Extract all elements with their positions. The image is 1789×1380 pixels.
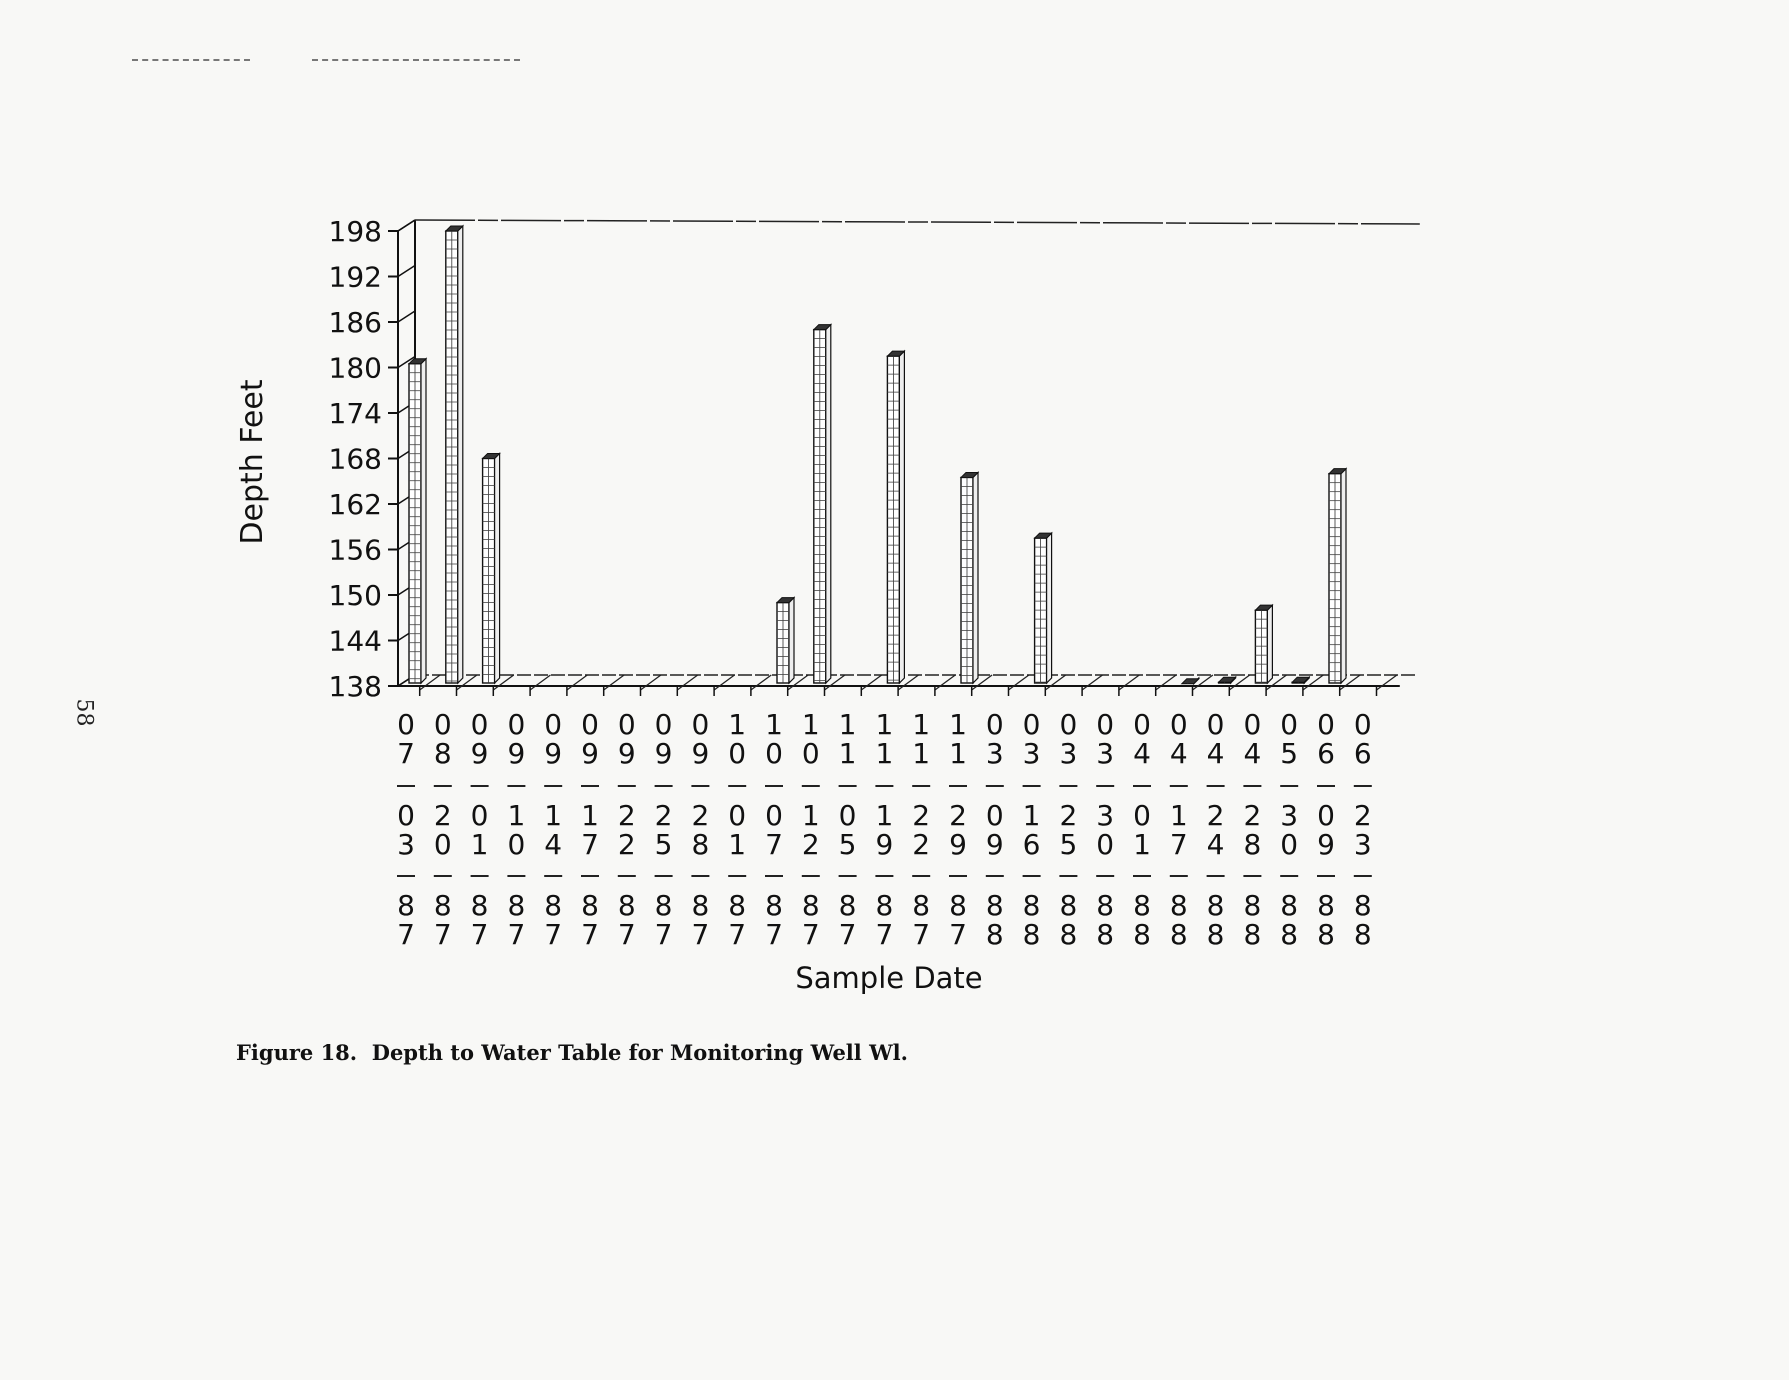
bar [961,472,978,683]
date-digit: 6 [1353,737,1372,770]
bars [409,226,1397,696]
date-digit: 8 [1169,889,1188,922]
x-tick-label [1317,708,1335,951]
date-digit: 9 [544,737,563,770]
date-digit: 2 [912,828,931,861]
date-digit: 2 [801,828,820,861]
y-tick-label: 186 [328,306,382,339]
bar-top [1292,677,1309,682]
x-tick-label [986,708,1004,951]
date-digit: 0 [617,708,636,741]
y-tick-label: 168 [328,442,382,476]
date-digit: 8 [1243,918,1262,951]
date-digit: 7 [397,918,415,951]
y-tick-depth-198 [398,220,415,231]
date-digit: 2 [949,799,967,832]
date-digit: 2 [433,799,452,832]
date-digit: 5 [838,828,857,861]
bar-side [495,454,500,684]
date-digit: 0 [1059,708,1078,741]
date-digit: 0 [985,799,1004,832]
date-digit: 7 [765,828,783,861]
date-digit: 0 [654,708,673,741]
x-tick-label [397,708,415,951]
date-digit: 8 [507,889,526,922]
x-tick-label [1133,708,1151,951]
y-axis-ticks [329,215,415,703]
date-digit: 2 [691,799,710,832]
date-digit: 9 [691,737,710,770]
date-digit: 1 [801,799,820,832]
date-digit: 3 [1353,828,1372,861]
x-tick-label [1354,708,1372,951]
date-digit: 8 [1280,889,1299,922]
floor-tick [861,675,881,690]
date-digit: 3 [1280,799,1299,832]
bar-top [1219,677,1236,682]
x-tick-label [1023,708,1041,951]
x-tick-label [1059,708,1077,951]
date-digit: 2 [912,799,931,832]
date-digit: 0 [1169,708,1188,741]
floor-tick [751,675,771,690]
floor-tick [1156,675,1176,690]
date-digit: 2 [654,799,673,832]
date-digit: 0 [433,708,452,741]
y-axis-title: Depth Feet [235,379,270,545]
date-digit: 0 [1317,799,1335,832]
date-digit: 7 [433,918,452,951]
date-digit: 2 [1243,799,1262,832]
date-digit: 1 [912,708,931,741]
date-digit: 3 [1096,799,1115,832]
date-digit: 0 [581,708,599,741]
x-tick-label [581,708,599,951]
bar-side [789,598,794,683]
date-digit: 7 [507,918,526,951]
floor-tick [1009,675,1029,690]
date-digit: 8 [1022,918,1041,951]
date-digit: 9 [985,828,1004,861]
date-digit: 0 [801,737,820,770]
date-digit: 2 [1353,799,1372,832]
bar-side [1341,469,1346,683]
date-digit: 8 [1059,889,1078,922]
x-tick-label [618,708,636,951]
date-digit: 0 [544,708,563,741]
date-digit: 5 [1059,828,1078,861]
bar [409,359,426,683]
bar [887,351,904,683]
date-digit: 0 [1096,828,1115,861]
x-tick-label [875,708,893,951]
date-digit: 1 [949,708,967,741]
date-digit: 0 [838,799,857,832]
date-digit: 8 [912,889,931,922]
y-tick-label: 180 [328,351,382,385]
date-digit: 7 [1169,828,1188,861]
floor-tick [567,675,587,690]
date-digit: 2 [617,828,636,861]
date-digit: 4 [1133,737,1151,770]
date-digit: 0 [1243,708,1262,741]
date-digit: 8 [1133,918,1151,951]
date-digit: 0 [397,799,415,832]
date-digit: 0 [1022,708,1041,741]
bar [483,454,500,684]
bar [1035,533,1052,683]
bar [1255,605,1272,683]
x-tick-label [507,708,525,951]
x-tick-label [471,708,489,951]
date-digit: 8 [691,889,710,922]
date-digit: 0 [1353,708,1372,741]
date-digit: 3 [397,828,415,861]
y-tick-label: 144 [328,624,382,658]
x-tick-label [1170,708,1188,951]
date-digit: 1 [507,799,526,832]
date-digit: 8 [1022,889,1041,922]
date-digit: 8 [728,889,747,922]
date-digit: 8 [1059,918,1078,951]
date-digit: 7 [765,918,783,951]
date-digit: 8 [801,889,820,922]
date-digit: 5 [654,828,673,861]
date-digit: 8 [654,889,673,922]
date-digit: 7 [581,918,599,951]
x-tick-label [1096,708,1114,951]
floor-tick [1377,675,1397,690]
date-digit: 3 [1022,737,1041,770]
y-tick-label: 156 [328,533,382,567]
caption-label: Figure 18. [236,1040,358,1065]
date-digit: 1 [728,708,747,741]
date-digit: 0 [728,737,747,770]
date-digit: 8 [1169,918,1188,951]
date-digit: 0 [1096,708,1115,741]
bar [814,325,831,683]
floor-tick [714,675,734,690]
x-tick-label [691,708,709,951]
date-digit: 0 [765,799,783,832]
date-digit: 1 [728,828,747,861]
date-digit: 8 [1206,918,1225,951]
date-digit: 8 [985,918,1004,951]
date-digit: 7 [949,918,967,951]
floor-tick [935,675,955,690]
date-digit: 7 [397,737,415,770]
date-digit: 8 [1317,918,1335,951]
date-digit: 1 [875,708,894,741]
y-tick-depth-192 [398,266,415,277]
bar-top [1182,679,1199,684]
date-digit: 0 [470,799,489,832]
bar [1292,677,1309,683]
floor-tick [1082,675,1102,690]
floor-tick [641,675,661,690]
date-digit: 0 [397,708,415,741]
date-digit: 8 [544,889,563,922]
x-tick-label [839,708,857,951]
date-digit: 8 [1243,889,1262,922]
date-digit: 8 [1280,918,1299,951]
date-digit: 9 [654,737,673,770]
y-tick-label: 192 [328,260,382,294]
date-digit: 4 [1169,737,1188,770]
y-tick-depth-186 [398,311,415,322]
date-digit: 6 [1317,737,1335,770]
date-digit: 1 [470,828,489,861]
date-digit: 3 [985,737,1004,770]
x-axis-labels [397,708,1372,951]
date-digit: 7 [544,918,563,951]
y-tick-label: 150 [328,579,382,612]
date-digit: 3 [1059,737,1078,770]
date-digit: 8 [1096,918,1115,951]
date-digit: 8 [1243,828,1262,861]
date-digit: 8 [433,889,452,922]
date-digit: 8 [949,889,967,922]
date-digit: 0 [1206,708,1225,741]
date-digit: 8 [397,889,415,922]
bar-side [421,359,426,683]
bar-side [1267,605,1272,683]
x-axis-title: Sample Date [795,961,983,995]
date-digit: 1 [912,737,931,770]
date-digit: 1 [875,737,894,770]
bar [1182,678,1199,684]
date-digit: 7 [875,918,894,951]
date-digit: 1 [581,799,599,832]
date-digit: 4 [1243,737,1262,770]
date-digit: 8 [433,737,452,770]
bar-side [1047,533,1052,683]
date-digit: 9 [949,828,967,861]
date-digit: 8 [470,889,489,922]
date-digit: 0 [765,737,783,770]
date-digit: 8 [691,828,710,861]
date-digit: 9 [875,828,894,861]
date-digit: 7 [691,918,710,951]
x-tick-label [1243,708,1261,951]
date-digit: 0 [433,828,452,861]
date-digit: 1 [875,799,894,832]
date-digit: 0 [1317,708,1335,741]
date-digit: 0 [1280,708,1299,741]
date-digit: 7 [654,918,673,951]
date-digit: 5 [1280,737,1299,770]
date-digit: 1 [1022,799,1041,832]
date-digit: 1 [765,708,783,741]
date-digit: 2 [617,799,636,832]
date-digit: 7 [912,918,931,951]
date-digit: 8 [1133,889,1151,922]
date-digit: 8 [1096,889,1115,922]
date-digit: 8 [581,889,599,922]
date-digit: 0 [507,828,526,861]
x-tick-label [949,708,967,951]
y-tick-label: 174 [328,397,382,430]
x-tick-label [1207,708,1225,951]
date-digit: 8 [875,889,894,922]
caption-text: Depth to Water Table for Monitoring Well Wl. [371,1040,908,1065]
date-digit: 1 [544,799,563,832]
date-digit: 0 [985,708,1004,741]
figure-caption [236,1040,908,1065]
date-digit: 8 [985,889,1004,922]
date-digit: 9 [617,737,636,770]
date-digit: 8 [1317,889,1335,922]
date-digit: 9 [581,737,599,770]
date-digit: 8 [1353,889,1372,922]
floor-tick [530,675,550,690]
x-tick-label [434,708,452,951]
x-tick-label [765,708,783,951]
date-digit: 8 [617,889,636,922]
date-digit: 8 [765,889,783,922]
date-digit: 2 [1059,799,1078,832]
floor-tick [1119,675,1139,690]
date-digit: 0 [728,799,747,832]
date-digit: 7 [617,918,636,951]
date-digit: 0 [1280,828,1299,861]
x-tick-label [544,708,562,951]
date-digit: 9 [470,737,489,770]
date-digit: 1 [1169,799,1188,832]
date-digit: 8 [838,889,857,922]
date-digit: 8 [1206,889,1225,922]
chart-top-line [415,220,1420,224]
x-tick-label [1280,708,1298,951]
y-tick-label: 162 [328,488,382,521]
date-digit: 0 [1133,799,1151,832]
bar-side [973,472,978,683]
y-tick-label: 198 [328,215,382,248]
date-digit: 4 [544,828,563,861]
date-digit: 2 [1206,799,1225,832]
floor-tick [677,675,697,690]
date-digit: 7 [728,918,747,951]
date-digit: 9 [1317,828,1335,861]
date-digit: 0 [507,708,526,741]
bar [1219,677,1236,683]
page-number: 58 [71,698,97,727]
x-tick-label [802,708,820,951]
date-digit: 3 [1096,737,1115,770]
date-digit: 9 [507,737,526,770]
date-digit: 1 [949,737,967,770]
date-digit: 7 [470,918,489,951]
date-digit: 1 [801,708,820,741]
bar-side [458,226,463,683]
x-tick-label [655,708,673,951]
bar-side [826,325,831,683]
date-digit: 4 [1206,828,1225,861]
bar [777,598,794,683]
bar-side [899,351,904,683]
date-digit: 6 [1022,828,1041,861]
date-digit: 7 [838,918,857,951]
date-digit: 1 [838,737,857,770]
floor-tick [604,675,624,690]
bar [446,226,463,683]
date-digit: 0 [691,708,710,741]
date-digit: 7 [581,828,599,861]
date-digit: 7 [801,918,820,951]
x-tick-label [912,708,930,951]
y-tick-label: 138 [328,670,382,703]
date-digit: 1 [1133,828,1151,861]
bar [1329,469,1346,683]
date-digit: 0 [470,708,489,741]
date-digit: 4 [1206,737,1225,770]
date-digit: 1 [838,708,857,741]
x-tick-label [728,708,746,951]
date-digit: 0 [1133,708,1151,741]
date-digit: 8 [1353,918,1372,951]
